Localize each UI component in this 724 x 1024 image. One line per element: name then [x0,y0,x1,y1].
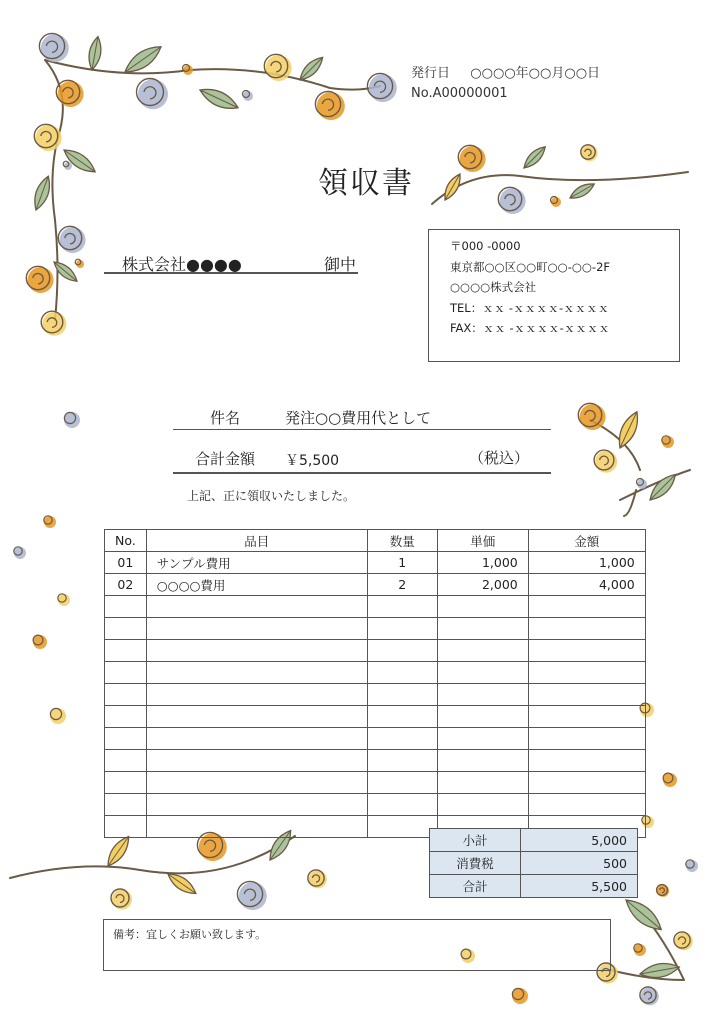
leaf-shape [30,174,54,212]
tax-label: 消費税 [430,852,521,875]
rose-swirl [505,194,515,204]
item-no-cell [105,750,147,772]
rose-flower [309,870,327,888]
rose-flower [60,227,86,253]
item-name-cell [146,706,367,728]
rose-swirl [33,273,43,283]
berry-dot [243,91,253,101]
rose-outline [308,870,324,886]
item-no-cell [105,684,147,706]
item-amount-cell [528,706,645,728]
subtotal-value: 5,000 [521,829,638,852]
item-name-cell [146,750,367,772]
table-row [105,794,646,816]
item-unit-price-cell [437,684,528,706]
rose-outline [39,33,64,58]
vine-stem [610,910,684,980]
berry-outline [58,594,66,602]
page-title: 領収書 [318,166,414,201]
item-no-cell [105,772,147,794]
rose-swirl [644,992,651,999]
berry-outline [33,635,43,645]
table-row [105,684,646,706]
remarks-box: 備考：宜しくお願い致します。 [103,919,611,971]
berry-dot [512,988,528,1004]
leaf-vein [445,174,460,200]
berry-outline [44,516,52,524]
rose-swirl [312,875,319,882]
tax-included-note: （税込） [468,449,529,467]
items-table [104,529,646,838]
item-amount-cell [528,794,645,816]
item-name-cell [146,816,367,838]
item-qty-cell [367,750,437,772]
leaf-vein [626,900,661,930]
leaf-vein [524,147,545,168]
sender-company: ○○○○株式会社 [450,280,537,294]
leaf-vein [54,262,77,281]
subject-label: 件名 [209,409,240,427]
tax-value: 500 [521,852,638,875]
item-qty-cell [367,794,437,816]
item-name-cell [146,794,367,816]
item-unit-price-cell: 2,000 [437,574,528,596]
berry-outline [637,479,644,486]
rose-flower [595,451,617,473]
berry-dot [183,65,193,75]
tax-row [430,852,638,875]
issue-date [411,62,600,81]
berry-dot [50,708,66,724]
leaf [51,258,80,285]
berry-outline [14,547,22,555]
item-qty-cell [367,596,437,618]
rose-flower [641,987,659,1005]
item-unit-price-cell [437,706,528,728]
rose-swirl [600,456,609,465]
leaf [520,143,548,171]
leaf-shape [60,145,98,177]
sender-box [428,229,680,362]
rose-swirl [678,937,685,944]
rose-flower [239,882,267,910]
leaf-vein [36,176,48,210]
rose-outline [674,932,690,948]
rose-flower [500,188,526,214]
leaf-shape [639,960,681,980]
item-unit-price-cell [437,772,528,794]
item-qty-cell: 2 [367,574,437,596]
berry-outline [75,259,81,265]
rose-flower [41,34,69,62]
rose-outline [315,91,340,116]
leaf [197,84,241,114]
subtotal-row [430,829,638,852]
table-row [105,750,646,772]
item-unit-price-cell [437,662,528,684]
berry-dot [663,773,677,787]
leaf-shape [646,470,680,504]
table-row [105,662,646,684]
document-number: No.A00000001 [411,86,508,101]
item-amount-cell [528,684,645,706]
grand-total-row [430,875,638,898]
item-name-cell: ○○○○費用 [146,574,367,596]
sender-tel: TEL：ｘｘ -ｘｘｘｘ-ｘｘｘｘ [450,300,610,315]
leaf-vein [650,475,675,500]
col-no-header: No. [105,530,147,552]
leaf-vein [570,184,594,198]
receipt-statement: 上記、正に領収いたしました。 [187,489,356,503]
leaf [646,470,680,504]
item-no-cell: 01 [105,552,147,574]
rose-outline [56,80,79,103]
item-no-cell [105,706,147,728]
rose-outline [264,54,287,77]
rose-outline [41,311,63,333]
berry-outline [243,91,250,98]
total-amount-value: ￥5,500 [285,453,340,469]
sender-address: 東京都○○区○○町○○-○○-2F [450,259,611,274]
item-unit-price-cell [437,640,528,662]
berry-dot [58,594,70,606]
leaf-vein [108,837,129,866]
leaf-shape [165,869,199,898]
recipient-honorific: 御中 [323,255,356,274]
item-no-cell [105,728,147,750]
recipient [104,250,358,274]
rose-outline [458,145,481,168]
item-name-cell [146,596,367,618]
rose-outline [657,885,668,896]
table-row [105,596,646,618]
leaf-shape [51,258,80,285]
leaf [103,833,133,869]
item-qty-cell [367,618,437,640]
berry-outline [183,65,190,72]
leaf [441,172,465,203]
berry-dot [634,944,646,956]
rose-flower [112,890,132,910]
rose-swirl [41,131,51,141]
item-qty-cell [367,706,437,728]
table-row [105,640,646,662]
berry-dot [637,479,647,489]
item-name-cell [146,640,367,662]
leaf-shape [86,36,103,71]
item-name-cell [146,728,367,750]
berry-dot [14,547,26,559]
rose-outline [594,450,614,470]
item-unit-price-cell [437,596,528,618]
rose-outline [237,881,262,906]
item-qty-cell [367,684,437,706]
rose-flower [317,92,345,120]
rose-outline [578,403,601,426]
leaf-shape [621,894,666,935]
rose-swirl [585,149,591,155]
rose-swirl [46,41,57,52]
table-row [105,772,646,794]
berry-outline [551,197,558,204]
berry-dot [551,197,561,207]
item-no-cell [105,596,147,618]
item-qty-cell [367,662,437,684]
table-row [105,706,646,728]
berry-outline [634,944,642,952]
rose-outline [581,145,595,159]
leaf [568,180,597,202]
rose-swirl [374,81,385,92]
rose-swirl [144,87,156,99]
rose-flower [460,146,486,172]
item-unit-price-cell [437,728,528,750]
berry-dot [686,860,698,872]
leaf-shape [520,143,548,171]
total-amount-label: 合計金額 [194,450,255,468]
berry-outline [50,708,61,719]
leaf-shape [614,409,643,451]
leaf [296,54,326,84]
item-amount-cell [528,640,645,662]
item-unit-price-cell [437,794,528,816]
table-row [105,552,646,574]
grand-total-value: 5,500 [521,875,638,898]
item-qty-cell [367,640,437,662]
leaf-shape [197,84,241,114]
rose-flower [138,79,168,109]
vine-stem [10,836,295,878]
berry-dot [64,162,72,170]
item-no-cell [105,618,147,640]
leaf-vein [200,90,238,108]
leaf-shape [296,54,326,84]
table-header-row [105,530,646,552]
leaf [165,869,199,898]
leaf-shape [568,180,597,202]
rose-outline [58,226,81,249]
item-no-cell [105,662,147,684]
leaf-vein [640,967,679,974]
rose-swirl [63,87,73,97]
rose-outline [367,73,392,98]
total-amount-row [173,444,551,474]
subject-row [173,403,551,430]
rose-swirl [271,61,281,71]
item-name-cell [146,618,367,640]
item-no-cell [105,640,147,662]
rose-outline [137,79,164,106]
rose-flower [266,55,292,81]
sender-fax: FAX：ｘｘ -ｘｘｘｘ-ｘｘｘｘ [450,321,610,335]
item-qty-cell [367,772,437,794]
rose-swirl [244,889,255,900]
rose-swirl [465,152,475,162]
col-amount-header: 金額 [528,530,645,552]
summary-table [429,828,638,898]
rose-flower [58,81,84,107]
item-name-cell [146,772,367,794]
berry-outline [63,161,69,167]
rose-swirl [116,895,124,903]
table-row [105,574,646,596]
leaf-vein [300,57,323,80]
vine-stem [45,60,63,320]
rose-flower [36,125,62,151]
col-item-header: 品目 [146,530,367,552]
rose-swirl [322,99,333,110]
item-unit-price-cell: 1,000 [437,552,528,574]
rose-flower [675,932,693,950]
berry-outline [686,860,694,868]
leaf-vein [125,47,161,72]
vine-stem [432,172,688,204]
leaf-vein [168,874,196,894]
rose-outline [26,266,49,289]
leaf-vein [620,412,637,448]
recipient-name: 株式会社●●●● [122,255,242,274]
rose-flower [28,267,54,293]
item-name-cell [146,684,367,706]
item-amount-cell [528,596,645,618]
berry-outline [662,436,670,444]
vine-stem [590,420,690,516]
berry-dot [33,635,47,649]
leaf-shape [121,41,165,78]
leaf-vein [92,37,98,70]
berry-outline [64,412,75,423]
leaf [60,145,98,177]
rose-flower [657,885,669,897]
item-amount-cell [528,772,645,794]
berry-outline [663,773,673,783]
subtotal-label: 小計 [430,829,521,852]
rose-swirl [660,888,665,893]
leaf-shape [103,833,133,869]
issue-date-value: ○○○○年○○月○○日 [470,66,601,81]
rose-outline [640,987,656,1003]
item-no-cell [105,794,147,816]
item-qty-cell [367,816,437,838]
leaf [30,174,54,212]
item-qty-cell: 1 [367,552,437,574]
sender-postal: 〒000 -0000 [450,239,521,253]
item-amount-cell [528,728,645,750]
leaf [121,41,165,78]
rose-outline [111,889,129,907]
rose-outline [498,187,521,210]
item-name-cell: サンプル費用 [146,552,367,574]
rose-flower [369,74,397,102]
item-amount-cell: 1,000 [528,552,645,574]
col-qty-header: 数量 [367,530,437,552]
leaf [639,960,681,980]
item-qty-cell [367,728,437,750]
item-amount-cell [528,662,645,684]
berry-dot [662,436,674,448]
grand-total-label: 合計 [430,875,521,898]
leaf-shape [441,172,465,203]
berry-dot [64,412,80,428]
rose-flower [42,312,66,336]
issue-date-label: 発行日 [411,66,451,81]
item-no-cell [105,816,147,838]
item-amount-cell: 4,000 [528,574,645,596]
rose-flower [580,404,606,430]
rose-flower [582,145,598,161]
leaf [621,894,666,935]
item-unit-price-cell [437,618,528,640]
rose-outline [34,124,57,147]
rose-swirl [204,840,215,851]
item-name-cell [146,662,367,684]
rose-swirl [47,318,57,328]
berry-dot [76,260,84,268]
col-unit-price-header: 単価 [437,530,528,552]
table-row [105,728,646,750]
rose-swirl [65,233,75,243]
berry-outline [512,988,523,999]
item-no-cell: 02 [105,574,147,596]
leaf [86,36,103,71]
item-amount-cell [528,750,645,772]
subject-value: 発注○○費用代として [285,409,432,427]
item-unit-price-cell [437,750,528,772]
berry-dot [44,516,56,528]
leaf [614,409,643,451]
vine-stem [45,60,380,90]
leaf-vein [64,150,95,172]
table-row [105,618,646,640]
item-amount-cell [528,618,645,640]
rose-swirl [585,410,595,420]
